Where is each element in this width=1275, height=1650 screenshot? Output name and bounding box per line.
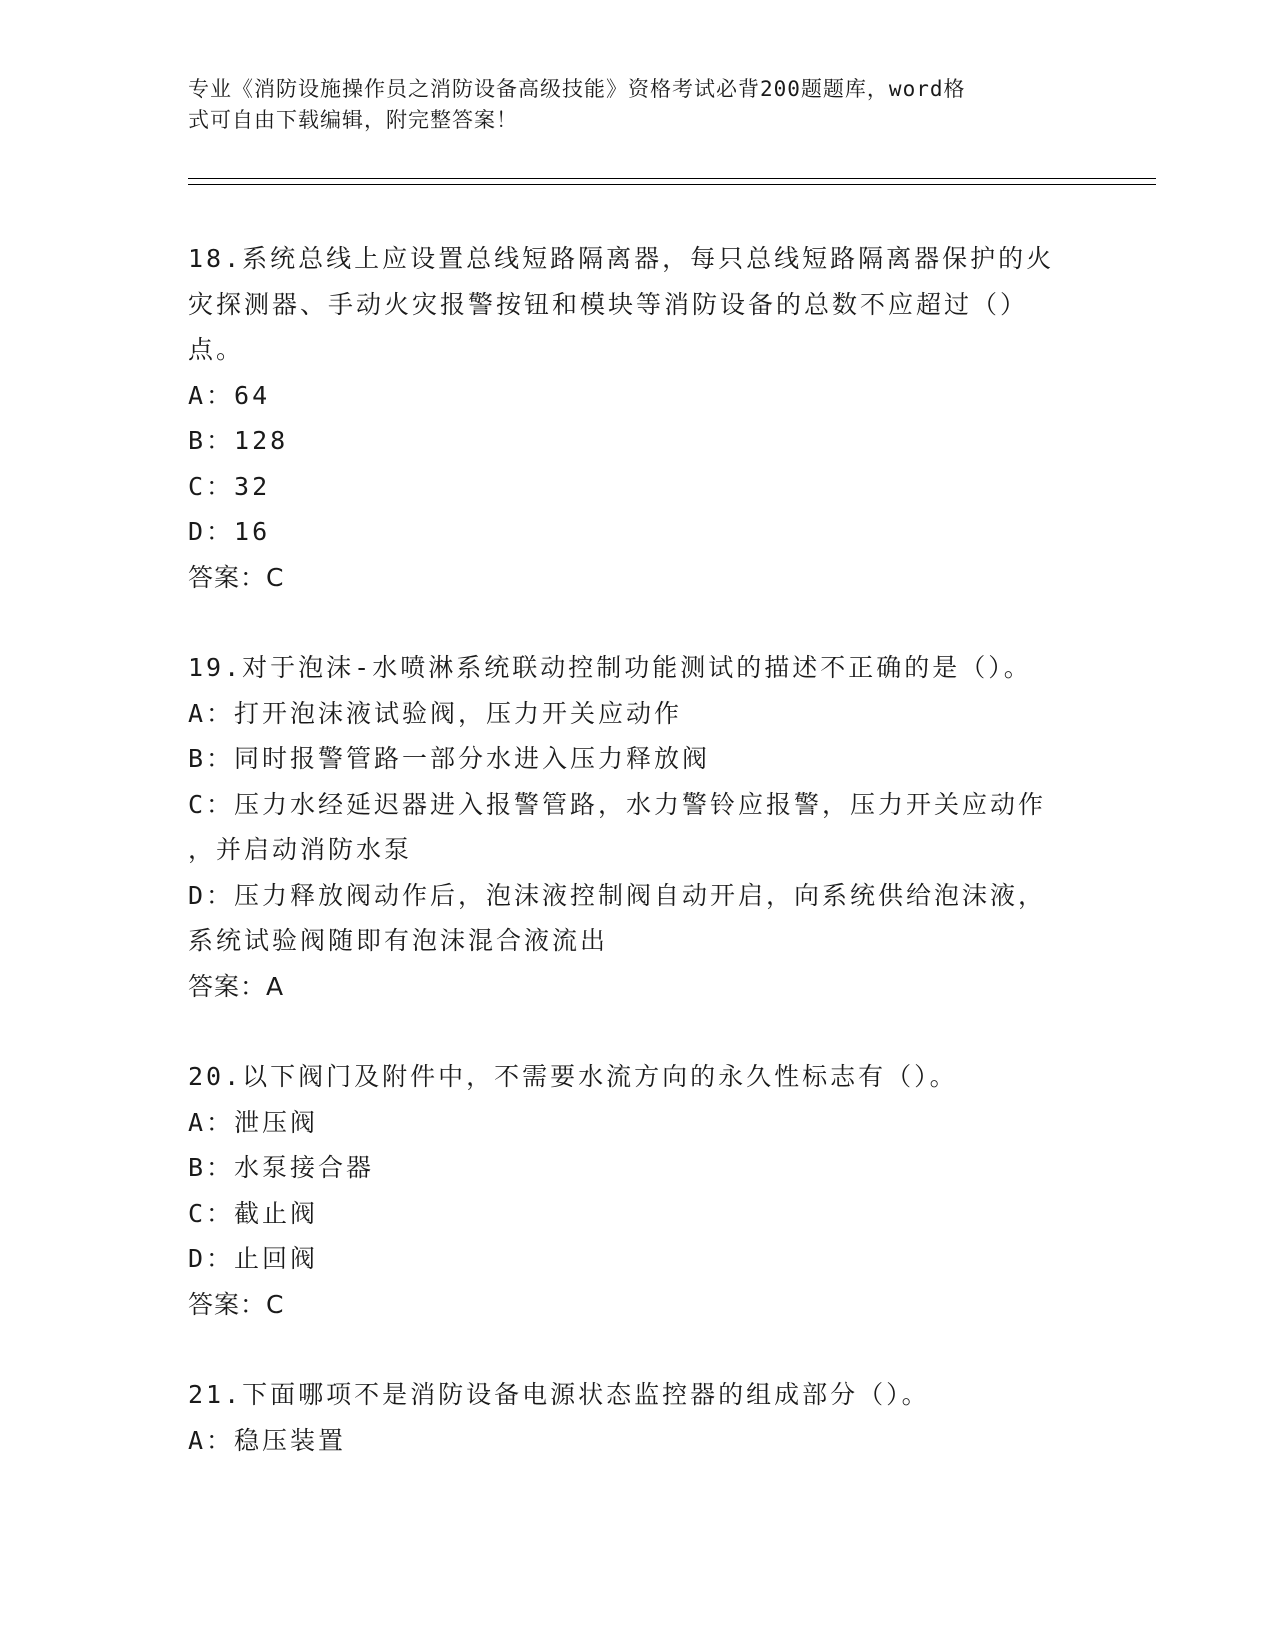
option-a: A：64 bbox=[188, 380, 271, 410]
header-line-1: 专业《消防设施操作员之消防设备高级技能》资格考试必背200题题库，word格 bbox=[188, 77, 966, 101]
header-divider-top bbox=[188, 178, 1156, 179]
option-b: B：水泵接合器 bbox=[188, 1153, 375, 1182]
option-c: C：截止阀 bbox=[188, 1198, 319, 1228]
option-d-continued: 系统试验阀随即有泡沫混合液流出 bbox=[188, 926, 609, 955]
option-b: B：128 bbox=[188, 426, 289, 455]
question-stem: 点。 bbox=[188, 335, 245, 364]
header-line-2: 式可自由下载编辑，附完整答案！ bbox=[188, 108, 518, 132]
option-a: A：打开泡沫液试验阀，压力开关应动作 bbox=[188, 698, 683, 728]
answer: 答案：C bbox=[188, 562, 285, 592]
question-19 bbox=[188, 645, 1088, 1009]
header-divider-bottom bbox=[188, 184, 1156, 185]
option-c: C：压力水经延迟器进入报警管路，水力警铃应报警，压力开关应动作 bbox=[188, 789, 1047, 819]
option-c-continued: ，并启动消防水泵 bbox=[188, 835, 413, 864]
question-stem: 20.以下阀门及附件中，不需要水流方向的永久性标志有（）。 bbox=[188, 1062, 958, 1091]
question-stem: 19.对于泡沫-水喷淋系统联动控制功能测试的描述不正确的是（）。 bbox=[188, 653, 1032, 682]
option-d: D：压力释放阀动作后，泡沫液控制阀自动开启，向系统供给泡沫液， bbox=[188, 880, 1047, 910]
question-20 bbox=[188, 1054, 1088, 1327]
option-a: A：稳压装置 bbox=[188, 1425, 347, 1455]
option-b: B：同时报警管路一部分水进入压力释放阀 bbox=[188, 744, 711, 773]
question-stem: 灾探测器、手动火灾报警按钮和模块等消防设备的总数不应超过（） bbox=[188, 289, 1029, 319]
answer: 答案：A bbox=[188, 971, 285, 1001]
question-stem: 18.系统总线上应设置总线短路隔离器，每只总线短路隔离器保护的火 bbox=[188, 244, 1055, 273]
option-d: D：止回阀 bbox=[188, 1244, 319, 1273]
option-d: D：16 bbox=[188, 517, 271, 546]
question-stem: 21.下面哪项不是消防设备电源状态监控器的组成部分（）。 bbox=[188, 1380, 930, 1409]
document-header bbox=[188, 74, 1068, 136]
question-18 bbox=[188, 236, 1088, 600]
answer: 答案：C bbox=[188, 1289, 285, 1319]
option-c: C：32 bbox=[188, 471, 271, 501]
question-list bbox=[188, 236, 1088, 1508]
question-21 bbox=[188, 1372, 1088, 1463]
option-a: A：泄压阀 bbox=[188, 1107, 319, 1137]
